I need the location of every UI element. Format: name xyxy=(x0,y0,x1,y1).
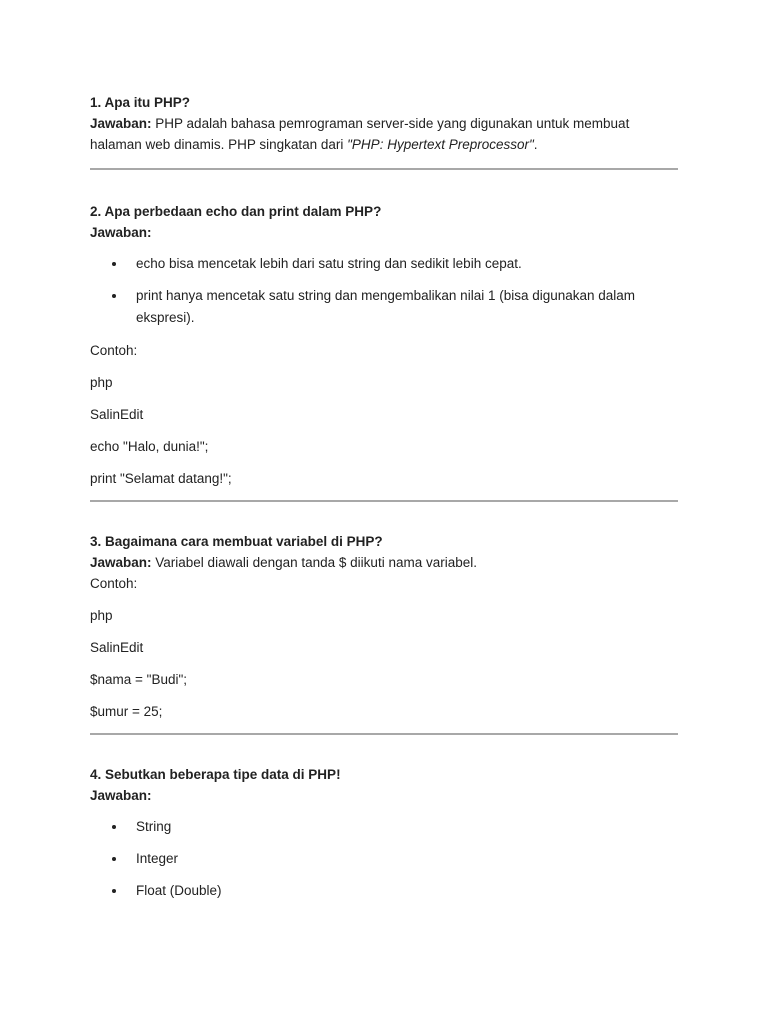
answer-text: Variabel diawali dengan tanda $ diikuti nama variabel. xyxy=(151,555,477,570)
answer-text: halaman web dinamis. PHP singkatan dari xyxy=(90,137,348,152)
answer-label: Jawaban: xyxy=(90,116,152,131)
answer-line xyxy=(90,552,678,573)
section-3 xyxy=(90,531,678,722)
question-heading: 3. Bagaimana cara membuat variabel di PHP? xyxy=(90,534,383,549)
code-line: $nama = "Budi"; xyxy=(90,672,188,687)
list-item-text: String xyxy=(136,819,172,834)
list-item-text: Integer xyxy=(136,851,179,866)
list-item xyxy=(90,285,678,329)
bullet-icon xyxy=(112,262,116,266)
answer-text: . xyxy=(533,137,538,152)
list-item-text: print hanya mencetak satu string dan mengembalikan nilai 1 (bisa digunakan dalam xyxy=(136,288,636,303)
bullet-icon xyxy=(112,889,116,893)
code-line: echo "Halo, dunia!"; xyxy=(90,439,209,454)
list-item-text: ekspresi). xyxy=(136,310,195,325)
list-item-text: Float (Double) xyxy=(136,883,222,898)
answer-label: Jawaban: xyxy=(90,555,152,570)
bullet-list xyxy=(90,816,678,902)
example-label: Contoh: xyxy=(90,576,138,591)
section-1 xyxy=(90,92,678,155)
answer-line xyxy=(90,113,678,134)
list-item-text: echo bisa mencetak lebih dari satu string dan sedikit lebih cepat. xyxy=(136,256,522,271)
answer-label: Jawaban: xyxy=(90,225,152,240)
document-content xyxy=(90,92,678,902)
section-divider xyxy=(90,168,678,170)
bullet-icon xyxy=(112,857,116,861)
list-item xyxy=(90,816,678,838)
question-heading: 1. Apa itu PHP? xyxy=(90,95,191,110)
copy-edit-button[interactable]: SalinEdit xyxy=(90,407,144,422)
list-item xyxy=(90,848,678,870)
code-line: $umur = 25; xyxy=(90,704,163,719)
answer-line xyxy=(90,134,678,155)
bullet-icon xyxy=(112,825,116,829)
question-heading: 4. Sebutkan beberapa tipe data di PHP! xyxy=(90,767,341,782)
list-item xyxy=(90,253,678,275)
copy-edit-button[interactable]: SalinEdit xyxy=(90,640,144,655)
section-4 xyxy=(90,764,678,902)
answer-italic: "PHP: Hypertext Preprocessor" xyxy=(347,137,534,152)
section-divider xyxy=(90,733,678,735)
bullet-icon xyxy=(112,294,116,298)
section-2 xyxy=(90,201,678,489)
bullet-list xyxy=(90,253,678,329)
answer-text: PHP adalah bahasa pemrograman server-side yang digunakan untuk membuat xyxy=(151,116,630,131)
list-item xyxy=(90,880,678,902)
question-heading: 2. Apa perbedaan echo dan print dalam PHP? xyxy=(90,204,382,219)
code-line: print "Selamat datang!"; xyxy=(90,471,232,486)
code-language: php xyxy=(90,375,113,390)
section-divider xyxy=(90,500,678,502)
example-label: Contoh: xyxy=(90,343,138,358)
code-language: php xyxy=(90,608,113,623)
answer-label: Jawaban: xyxy=(90,788,152,803)
